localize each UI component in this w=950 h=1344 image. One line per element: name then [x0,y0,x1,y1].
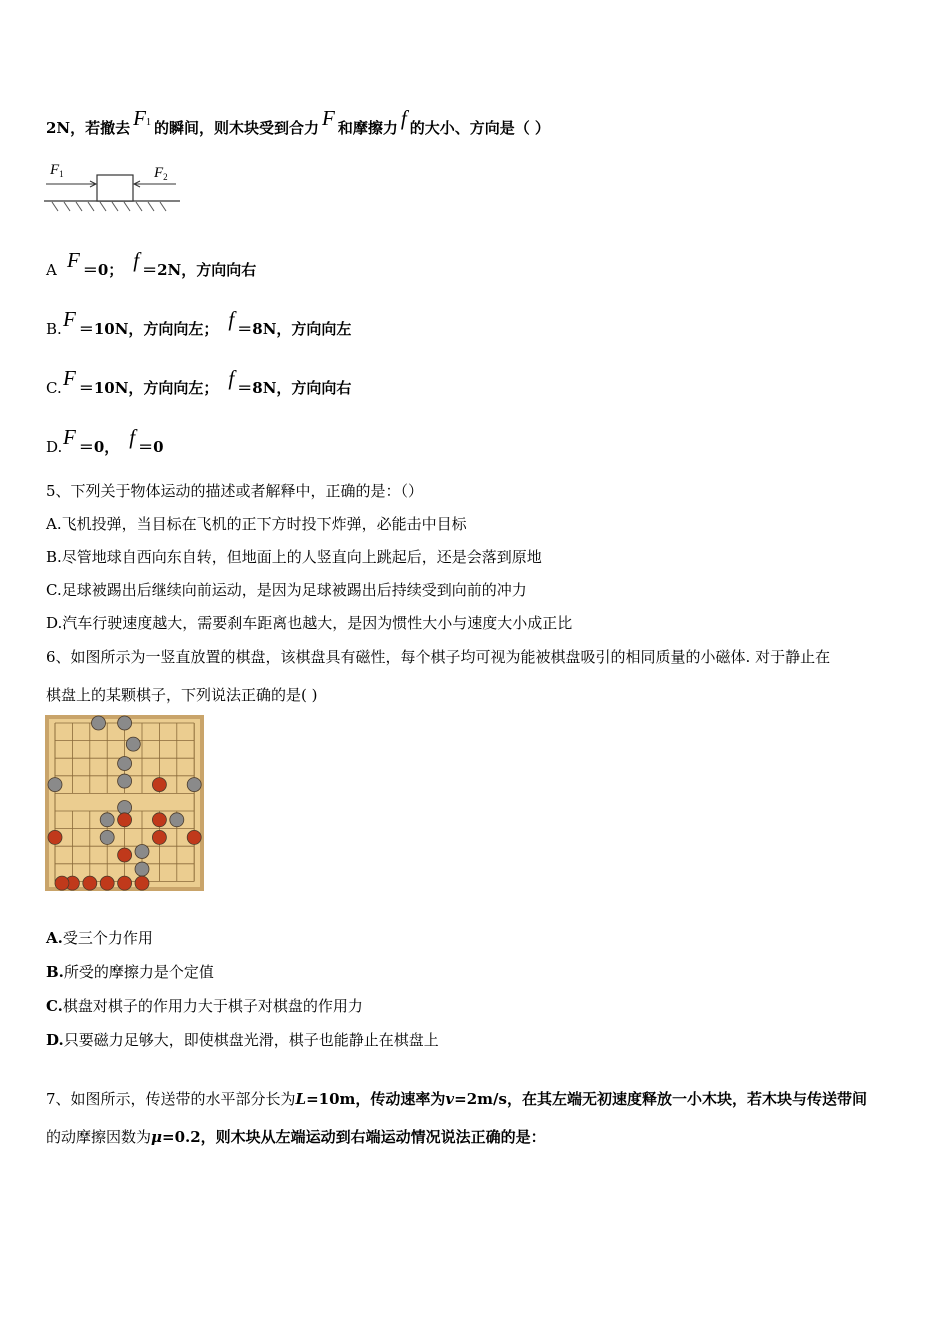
arrow-F1 [46,181,96,187]
q6-option-a: A.受三个力作用 [46,929,153,947]
black-chess-piece [170,813,184,827]
red-chess-piece [152,778,166,792]
q4-stem-start: 2N，若撤去 [46,119,131,137]
black-chess-piece [92,716,106,730]
q7-stem-line2: 的动摩擦因数为μ=0.2，则木块从左端运动到右端运动情况说法正确的是： [46,1128,546,1146]
symbol-f: f [129,425,136,449]
red-chess-piece [83,876,97,890]
red-chess-piece [55,876,69,890]
symbol-f: f [133,248,140,272]
label-F2: $F_2$ [154,165,168,182]
red-chess-piece [100,876,114,890]
black-chess-piece [126,737,140,751]
q5-stem: 5、下列关于物体运动的描述或者解释中，正确的是：（） [46,482,424,500]
q7-stem-line1: 7、如图所示，传送带的水平部分长为L=10m，传动速率为v=2m/s，在其左端无初速度释放一小木块，若木块与传送带间 [46,1090,867,1108]
red-chess-piece [118,813,132,827]
red-chess-piece [152,813,166,827]
symbol-F: F [63,307,76,331]
force-diagram [40,155,185,217]
black-chess-piece [100,830,114,844]
symbol-F: F [63,366,76,390]
symbol-f: f [228,366,235,390]
chess-board-image [45,715,204,891]
red-chess-piece [118,876,132,890]
symbol-F1: F1 [133,106,151,130]
black-chess-piece [135,844,149,858]
ground-hatch [44,201,180,211]
red-chess-piece [187,830,201,844]
q4-stem-mid1: 的瞬间，则木块受到合力 [153,119,319,137]
q5-option-a: A.飞机投弹，当目标在飞机的正下方时投下炸弹，必能击中目标 [46,515,467,533]
black-chess-piece [118,800,132,814]
symbol-F: F [67,248,80,272]
wood-block [97,175,133,201]
q5-option-d: D.汽车行驶速度越大，需要刹车距离也越大，是因为惯性大小与速度大小成正比 [46,614,573,632]
q4-stem-mid2: 和摩擦力 [337,119,398,137]
q4-option-b: B.F ＝10N，方向向左； f ＝8N，方向向左 [46,307,352,338]
q6-stem-line2: 棋盘上的某颗棋子，下列说法正确的是( ) [46,686,318,704]
red-chess-piece [152,830,166,844]
black-chess-piece [118,774,132,788]
red-chess-piece [48,830,62,844]
q6-option-c: C.棋盘对棋子的作用力大于棋子对棋盘的作用力 [46,997,363,1015]
arrow-F2 [134,181,176,187]
black-chess-piece [118,716,132,730]
q6-stem-line1: 6、如图所示为一竖直放置的棋盘，该棋盘具有磁性，每个棋子均可视为能被棋盘吸引的相同质量的小磁体. 对于静止在 [46,648,831,666]
q5-option-c: C.足球被踢出后继续向前运动，是因为足球被踢出后持续受到向前的冲力 [46,581,527,599]
q4-stem-end: 的大小、方向是（ ） [409,119,550,137]
black-chess-piece [187,778,201,792]
q4-option-a: A F ＝0； f ＝2N，方向向右 [46,248,257,279]
symbol-f: f [400,106,407,130]
symbol-f: f [228,307,235,331]
black-chess-piece [118,756,132,770]
symbol-F: F [322,106,335,130]
black-chess-piece [100,813,114,827]
red-chess-piece [135,876,149,890]
black-chess-piece [48,778,62,792]
q6-option-b: B.所受的摩擦力是个定值 [46,963,214,981]
symbol-F: F [63,425,76,449]
q4-option-d: D.F ＝0， f ＝0 [46,425,164,456]
black-chess-piece [135,862,149,876]
q6-option-d: D.只要磁力足够大，即使棋盘光滑，棋子也能静止在棋盘上 [46,1031,439,1049]
q4-option-c: C.F ＝10N，方向向左； f ＝8N，方向向右 [46,366,352,397]
q4-stem [46,106,550,141]
red-chess-piece [118,848,132,862]
label-F1: $F_1$ [50,162,64,179]
q5-option-b: B.尽管地球自西向东自转，但地面上的人竖直向上跳起后，还是会落到原地 [46,548,542,566]
